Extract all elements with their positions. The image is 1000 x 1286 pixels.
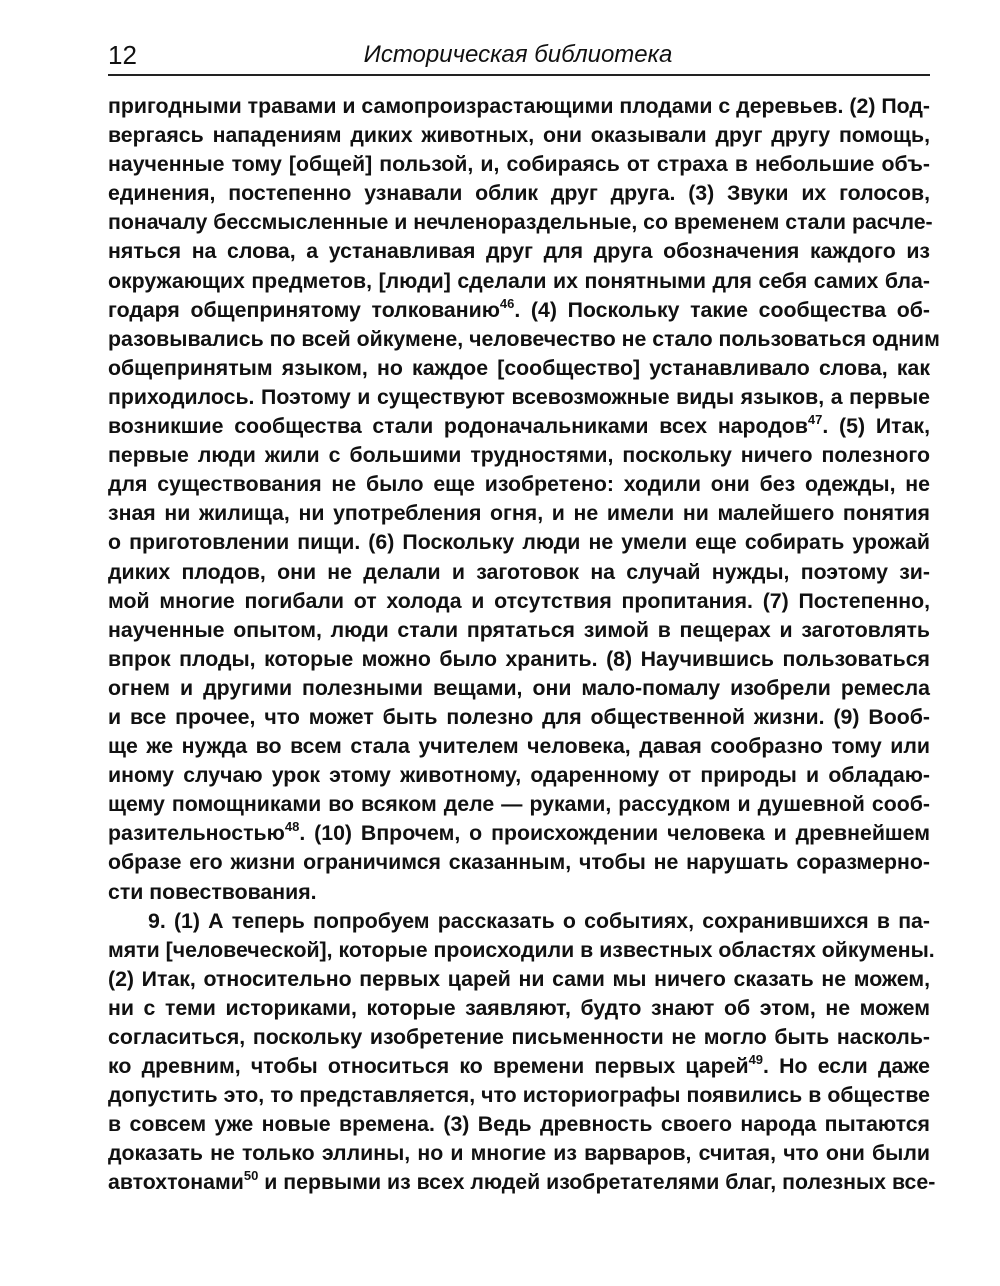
body-text: [108, 92, 940, 1198]
text-line: разовывались по всей ойкумене, человечество не стало пользоваться одним: [108, 326, 940, 351]
text-fragment: . Но если даже: [763, 1054, 930, 1079]
header-rule: [108, 74, 930, 76]
text-line: приходилось. Поэтому и существуют всевозможные виды языков, а первые: [108, 384, 930, 409]
text-line: доказать не только эллины, но и многие из варваров, считая, что они были: [108, 1141, 930, 1166]
text-line: диких плодов, они не делали и заготовок на случай нужды, поэтому зи-: [108, 559, 930, 584]
footnote-ref-49: 49: [748, 1052, 764, 1068]
text-fragment: . (4) Поскольку такие сообщества об-: [514, 297, 930, 322]
text-line: няться на слова, а устанавливая друг для друга обозначения каждого из: [108, 239, 930, 264]
text-line: ще же нужда во всем стала учителем человека, давая сообразно тому или: [108, 734, 930, 759]
text-line: огнем и другими полезными вещами, они мало-помалу изобрели ремесла: [108, 675, 930, 700]
text-line: согласиться, поскольку изобретение письменности не могло быть насколь-: [108, 1025, 930, 1049]
text-line: поначалу бессмысленные и нечленораздельные, со временем стали расчле-: [108, 210, 933, 235]
footnote-ref-46: 46: [499, 295, 515, 311]
text-line: иному случаю урок этому животному, одаренному от природы и обладаю-: [108, 763, 930, 788]
footnote-ref-50: 50: [243, 1168, 259, 1184]
page-number: 12: [108, 40, 137, 70]
text-line: мяти [человеческой], которые происходили в известных областях ойкумены.: [108, 937, 935, 962]
text-line: ни с теми историками, которые заявляют, будто знают об этом, не можем: [108, 995, 930, 1020]
text-line: зная ни жилища, ни употребления огня, и не имели ни малейшего понятия: [108, 501, 930, 526]
text-fragment: . (5) Итак,: [822, 414, 930, 439]
footnote-ref-47: 47: [807, 412, 823, 428]
text-line: в совсем уже новые времена. (3) Ведь древность своего народа пытаются: [108, 1112, 930, 1137]
text-line: образе его жизни ограничимся сказанным, чтобы не нарушать соразмерно-: [108, 850, 930, 875]
running-title: Историческая библиотека: [363, 41, 673, 68]
text-line: и все прочее, что может быть полезно для общественной жизни. (9) Вооб-: [108, 704, 930, 729]
footnote-ref-48: 48: [284, 819, 300, 835]
section-first-line: [108, 907, 930, 936]
text-line: сти повествования.: [108, 879, 317, 904]
text-fragment: . (10) Впрочем, о происхождении человека и древнейшем: [299, 821, 930, 846]
text-line: общепринятым языком, но каждое [сообщество] устанавливало слова, как: [108, 355, 930, 380]
text-line: единения, постепенно узнавали облик друг друга. (3) Звуки их голосов,: [108, 181, 930, 206]
text-fragment: автохтонами: [108, 1170, 244, 1195]
text-line: допустить это, то представляется, что историографы появились в обществе: [108, 1083, 930, 1108]
text-line: [108, 412, 930, 441]
text-line: [108, 819, 930, 848]
text-line: [108, 1052, 930, 1081]
text-line: о приготовлении пищи. (6) Поскольку люди не умели еще собирать урожай: [108, 530, 930, 555]
text-line: первые люди жили с большими трудностями, поскольку ничего полезного: [108, 443, 930, 468]
text-line: пригодными травами и самопроизрастающими плодами с деревьев. (2) Под-: [108, 94, 930, 118]
text-line: [108, 296, 930, 325]
text-fragment: возникшие сообщества стали родоначальниками всех народов: [108, 414, 808, 439]
text-line: щему помощниками во всяком деле — руками, рассудком и душевной сооб-: [108, 792, 930, 817]
text-line: (2) Итак, относительно первых царей ни сами мы ничего сказать не можем,: [108, 966, 930, 991]
text-line: [108, 1168, 936, 1197]
text-line: вергаясь нападениям диких животных, они оказывали друг другу помощь,: [108, 123, 930, 148]
text-line: окружающих предметов, [люди] сделали их понятными для себя самих бла-: [108, 268, 930, 293]
page-header: [108, 36, 928, 76]
text-line: наученные опытом, люди стали прятаться зимой в пещерах и заготовлять: [108, 617, 930, 642]
text-line: наученные тому [общей] пользой, и, собираясь от страха в небольшие объ-: [108, 152, 930, 177]
text-line: мой многие погибали от холода и отсутствия пропитания. (7) Постепенно,: [108, 588, 930, 613]
section-number: 9.: [148, 908, 166, 933]
text-fragment: и первыми из всех людей изобретателями благ, полезных все-: [258, 1170, 936, 1195]
text-fragment: (1) А теперь попробуем рассказать о событиях, сохранившихся в па-: [165, 908, 930, 933]
text-fragment: ко древним, чтобы относиться ко времени первых царей: [108, 1054, 749, 1079]
text-fragment: годаря общепринятому толкованию: [108, 297, 500, 322]
text-line: для существования не было еще изобретено: ходили они без одежды, не: [108, 472, 930, 497]
text-fragment: разительностью: [108, 821, 285, 846]
text-line: впрок плоды, которые можно было хранить. (8) Научившись пользоваться: [108, 646, 930, 671]
